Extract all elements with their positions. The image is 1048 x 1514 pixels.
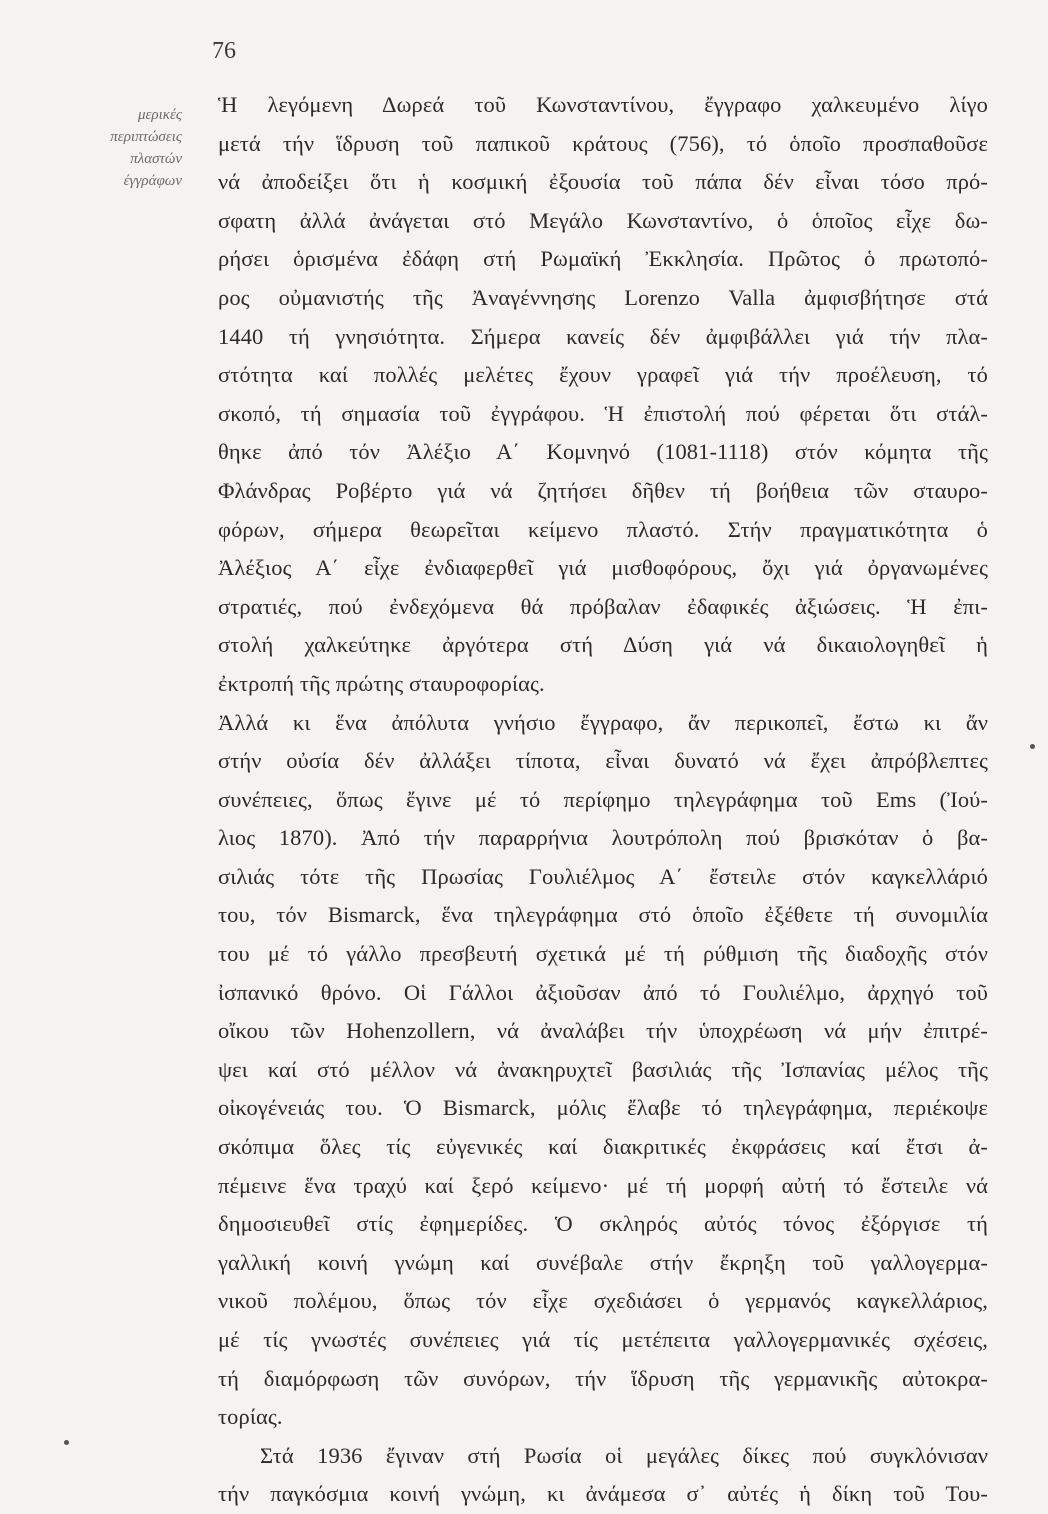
margin-note-line: έγγράφων	[123, 173, 182, 189]
scan-speck	[1030, 744, 1035, 749]
text-line: 1440 τή γνησιότητα. Σήμερα κανείς δέν ἀμφιβάλλει γιά τήν πλα-	[218, 323, 988, 349]
text-line: μέ τίς γνωστές συνέπειες γιά τίς μετέπειτα γαλλογερμανικές σχέσεις,	[218, 1327, 988, 1352]
text-line: οἰκογένειάς του. Ὁ Bismarck, μόλις ἔλαβε τό τηλεγράφημα, περιέκοψε	[218, 1095, 988, 1121]
margin-note	[40, 104, 182, 192]
body-text	[218, 86, 988, 1514]
text-line: στήν οὐσία δέν ἀλλάξει τίποτα, εἶναι δυνατό νά ἔχει ἀπρόβλεπτες	[218, 748, 988, 774]
text-line: φόρων, σήμερα θεωρεῖται κείμενο πλαστό. Στήν πραγματικότητα ὁ	[218, 516, 988, 542]
text-line: στολή χαλκεύτηκε ἀργότερα στή Δύση γιά νά δικαιολογηθεῖ ἡ	[218, 632, 988, 658]
text-line: σιλιάς τότε τῆς Πρωσίας Γουλιέλμος Α΄ ἔστειλε στόν καγκελλάριό	[218, 863, 988, 889]
text-line: γαλλική κοινή γνώμη καί συνέβαλε στήν ἔκρηξη τοῦ γαλλογερμα-	[218, 1249, 988, 1275]
text-line: νικοῦ πολέμου, ὅπως τόν εἶχε σχεδιάσει ὁ γερμανός καγκελλάριος,	[218, 1288, 988, 1314]
text-line: Ἀλλά κι ἕνα ἀπόλυτα γνήσιο ἔγγραφο, ἄν περικοπεῖ, ἔστω κι ἄν	[218, 709, 988, 735]
text-line: νά ἀποδείξει ὅτι ἡ κοσμική ἐξουσία τοῦ πάπα δέν εἶναι τόσο πρό-	[218, 169, 988, 195]
text-line: ψει καί στό μέλλον νά ἀνακηρυχτεῖ βασιλιάς τῆς Ἰσπανίας μέλος τῆς	[218, 1056, 988, 1082]
text-line: του μέ τό γάλλο πρεσβευτή σχετικά μέ τή ρύθμιση τῆς διαδοχῆς στόν	[218, 941, 988, 967]
text-line: τήν παγκόσμια κοινή γνώμη, κι ἀνάμεσα σ᾽ αὐτές ἡ δίκη τοῦ Του-	[218, 1481, 988, 1507]
text-line: ἐκτροπή τῆς πρώτης σταυροφορίας.	[218, 670, 545, 696]
text-line: οἴκου τῶν Hohenzollern, νά ἀναλάβει τήν ὑποχρέωση νά μήν ἐπιτρέ-	[218, 1018, 988, 1044]
margin-note-line: περιπτώσεις	[110, 129, 182, 145]
text-line: σκόπιμα ὅλες τίς εὐγενικές καί διακριτικές ἐκφράσεις καί ἔτσι ἀ-	[218, 1134, 988, 1160]
text-line: στρατιές, πού ἐνδεχόμενα θά πρόβαλαν ἐδαφικές ἀξιώσεις. Ἡ ἐπι-	[218, 593, 988, 619]
text-line: δημοσιευθεῖ στίς ἐφημερίδες. Ὁ σκληρός αὐτός τόνος ἐξόργισε τή	[218, 1211, 988, 1237]
text-line: στότητα καί πολλές μελέτες ἔχουν γραφεῖ γιά τήν προέλευση, τό	[218, 362, 988, 388]
text-line: σκοπό, τή σημασία τοῦ ἐγγράφου. Ἡ ἐπιστολή πού φέρεται ὅτι στάλ-	[218, 400, 988, 426]
text-line: μετά τήν ἵδρυση τοῦ παπικοῦ κράτους (756), τό ὁποῖο προσπαθοῦσε	[218, 130, 988, 156]
text-line: θηκε ἀπό τόν Ἀλέξιο Α΄ Κομνηνό (1081-1118) στόν κόμητα τῆς	[218, 439, 988, 465]
margin-note-line: μερικές	[137, 107, 182, 123]
text-line: λιος 1870). Ἀπό τήν παραρρήνια λουτρόπολη πού βρισκόταν ὁ βα-	[218, 825, 988, 851]
scan-speck	[64, 1440, 69, 1445]
text-line: Ἡ λεγόμενη Δωρεά τοῦ Κωνσταντίνου, ἔγγραφο χαλκευμένο λίγο	[218, 92, 988, 117]
text-line: τορίας.	[218, 1404, 283, 1430]
text-line: ρήσει ὁρισμένα ἐδάφη στή Ρωμαϊκή Ἐκκλησία. Πρῶτος ὁ πρωτοπό-	[218, 246, 988, 272]
text-line: του, τόν Bismarck, ἕνα τηλεγράφημα στό ὁποῖο ἐξέθετε τή συνομιλία	[218, 902, 988, 928]
text-line: ρος οὐμανιστής τῆς Ἀναγέννησης Lorenzo Valla ἀμφισβήτησε στά	[218, 284, 988, 310]
page-number: 76	[212, 38, 236, 64]
margin-note-line: πλαστών	[130, 151, 182, 167]
text-line: Φλάνδρας Ροβέρτο γιά νά ζητήσει δῆθεν τή βοήθεια τῶν σταυρο-	[218, 477, 988, 503]
text-line: Ἀλέξιος Α΄ εἶχε ἐνδιαφερθεῖ γιά μισθοφόρους, ὄχι γιά ὀργανωμένες	[218, 555, 988, 581]
text-line: συνέπειες, ὅπως ἔγινε μέ τό περίφημο τηλεγράφημα τοῦ Ems (Ἰού-	[218, 786, 988, 812]
text-line: πέμεινε ἕνα τραχύ καί ξερό κείμενο· μέ τή μορφή αὐτή τό ἔστειλε νά	[218, 1172, 988, 1198]
text-line: σφατη ἀλλά ἀνάγεται στό Μεγάλο Κωνσταντίνο, ὁ ὁποῖος εἶχε δω-	[218, 207, 988, 233]
text-line: Στά 1936 ἔγιναν στή Ρωσία οἱ μεγάλες δίκες πού συγκλόνισαν	[260, 1442, 988, 1468]
text-line: ἰσπανικό θρόνο. Οἱ Γάλλοι ἀξιοῦσαν ἀπό τό Γουλιέλμο, ἀρχηγό τοῦ	[218, 979, 988, 1005]
text-line: τή διαμόρφωση τῶν συνόρων, τήν ἵδρυση τῆς γερμανικῆς αὐτοκρα-	[218, 1365, 988, 1391]
